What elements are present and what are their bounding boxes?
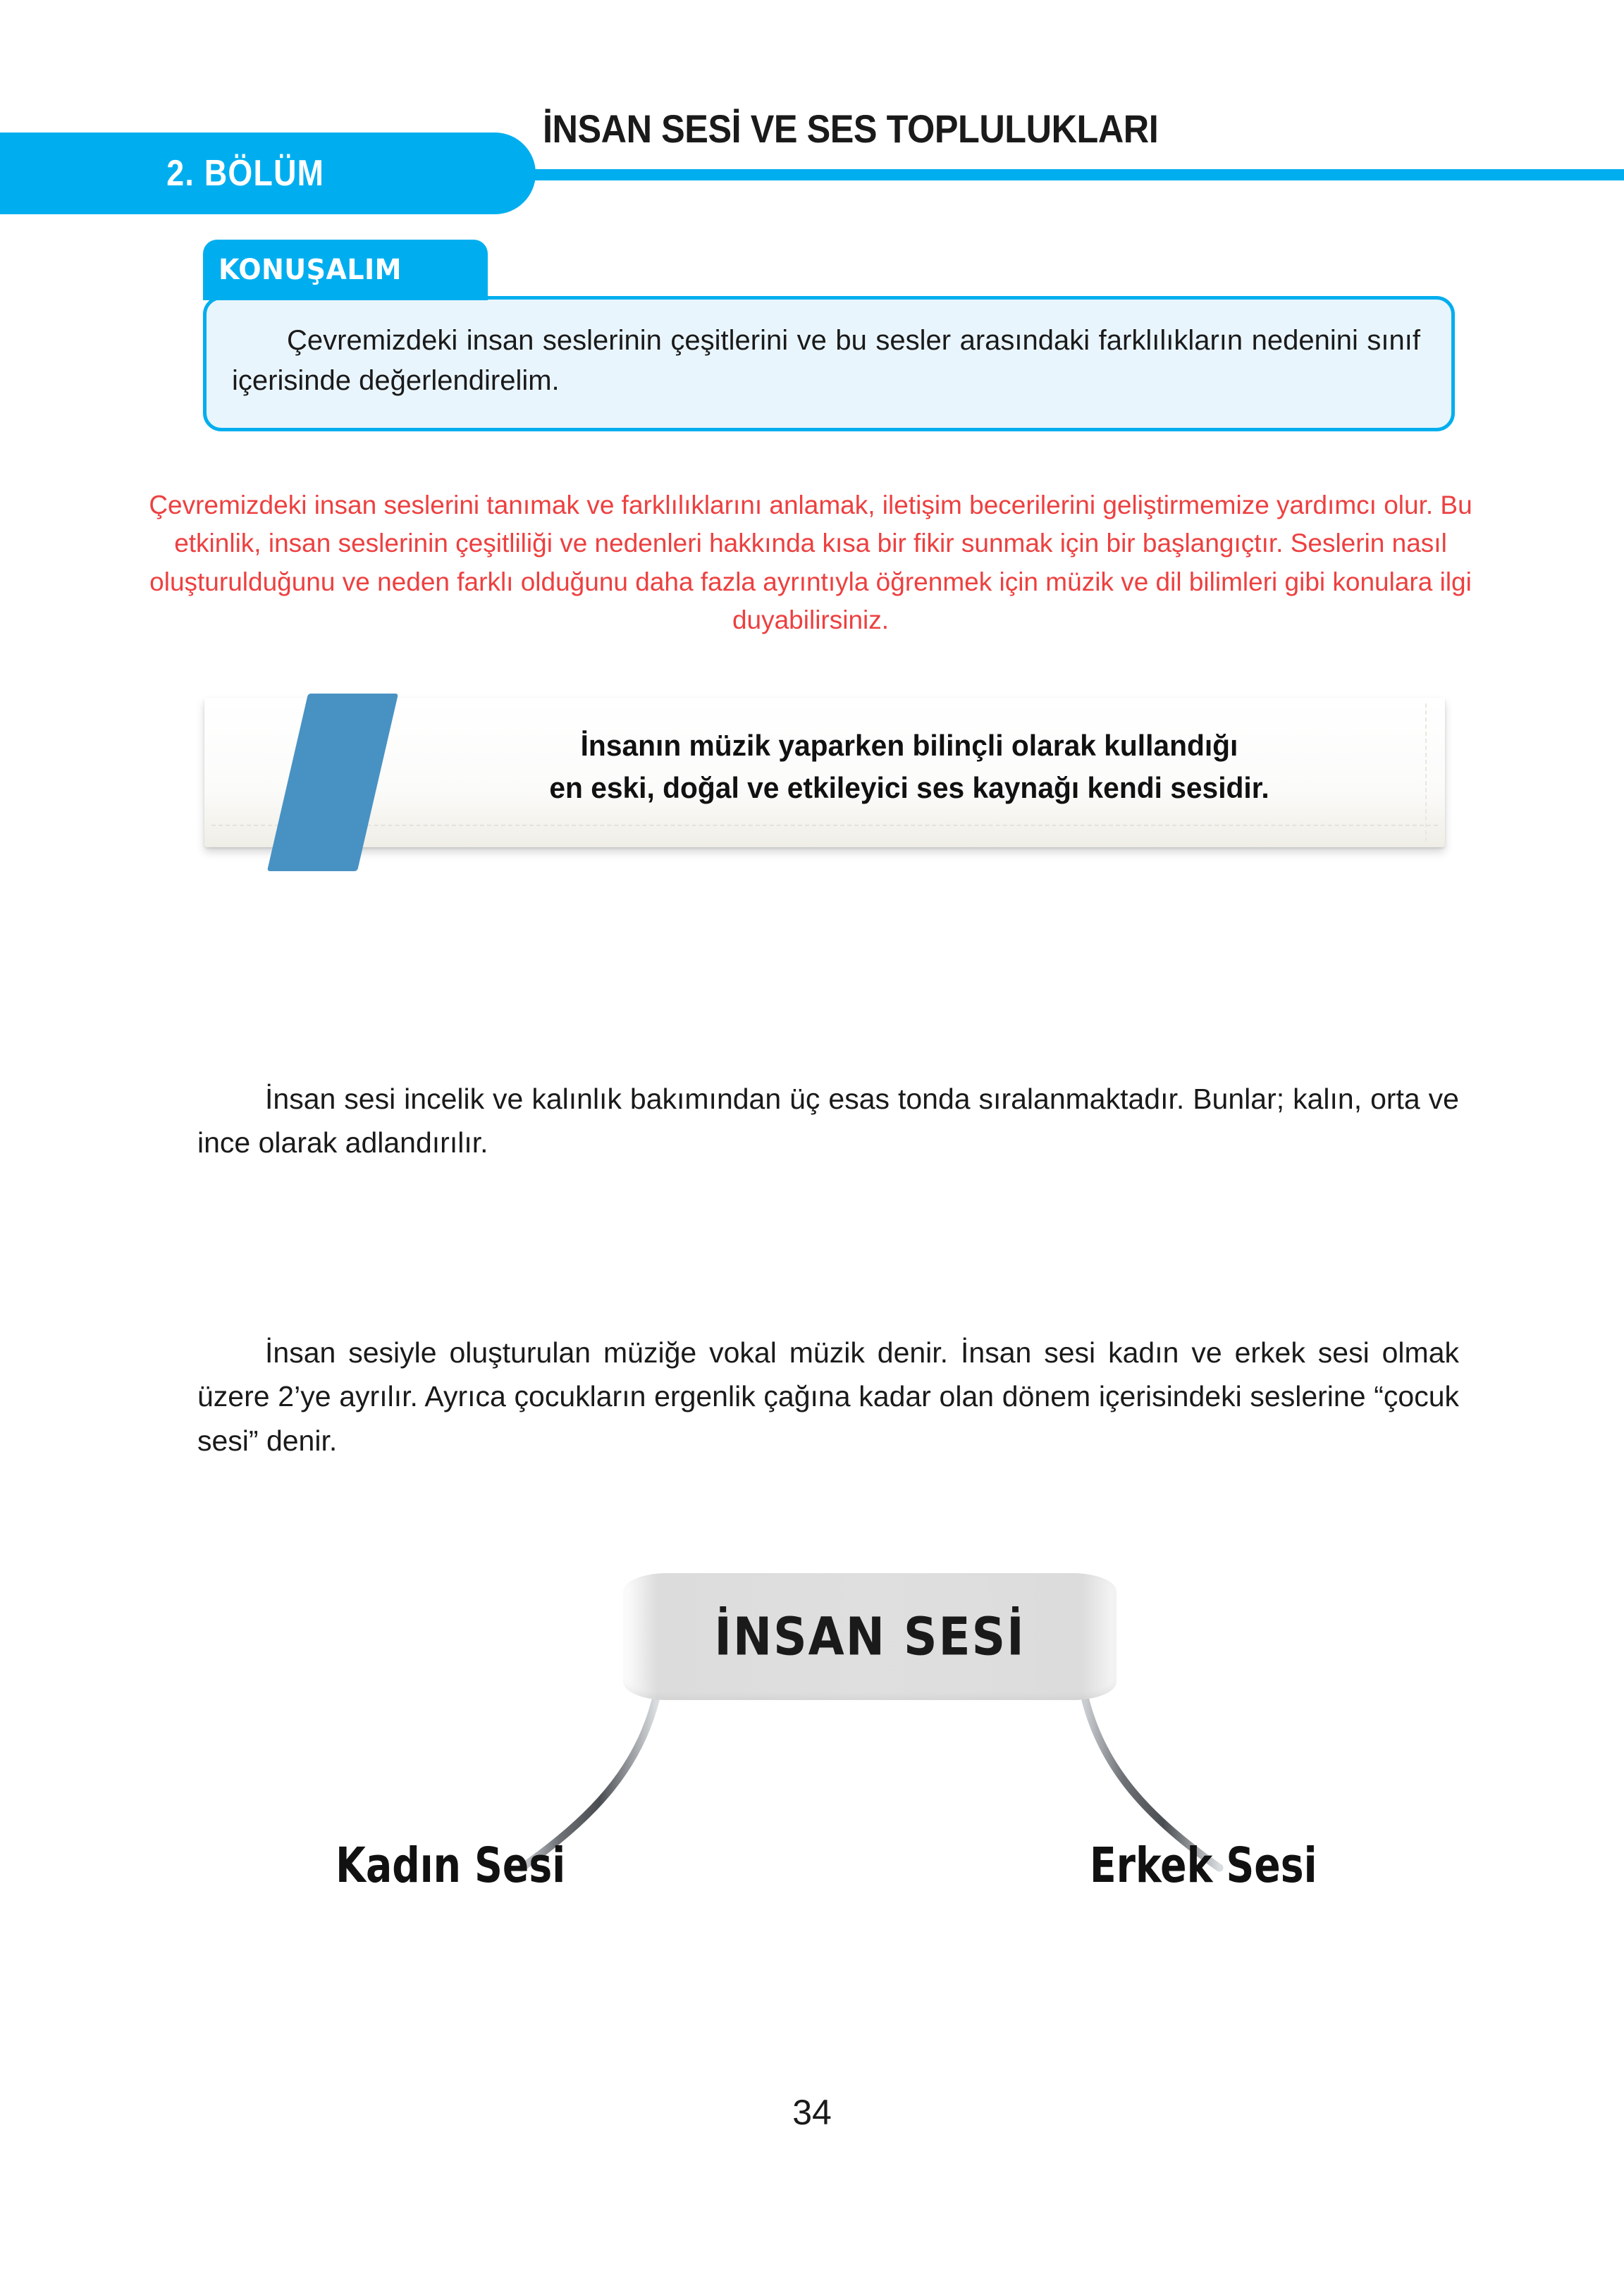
diagram-root-node	[623, 1573, 1116, 1700]
konusalim-text: Çevremizdeki insan seslerinin çeşitlerini ve bu sesler arasındaki farklılıkların nedenini sınıf içerisinde değerlendirelim.	[232, 325, 1420, 396]
red-note-paragraph: Çevremizdeki insan seslerini tanımak ve farklılıklarını anlamak, iletişim becerilerini geliştirmemize yardımcı olur. Bu etkinlik, insan seslerinin çeşitliliği ve nedenleri hakkında kısa bir fikir sunmak için bir başlangıçtır. Seslerin nasıl oluşturulduğunu ve neden farklı olduğunu daha fazla ayrıntıyla öğrenmek için müzik ve dil bilimleri gibi konulara ilgi duyabilirsiniz.	[149, 491, 1472, 635]
page-title: İNSAN SESİ VE SES TOPLULUKLARI	[543, 106, 1159, 151]
body-paragraph-1: İnsan sesi incelik ve kalınlık bakımından üç esas tonda sıralanmaktadır. Bunlar; kalın, orta ve ince olarak adlandırılır.	[197, 1083, 1459, 1159]
diagram-branch-label-erkek: Erkek Sesi	[1090, 1837, 1317, 1894]
banner-text-line-2: en eski, doğal ve etkileyici ses kaynağı kendi sesidir.	[549, 770, 1269, 804]
chapter-tab-label: 2. BÖLÜM	[166, 153, 324, 194]
diagram-root-label: İNSAN SESİ	[714, 1606, 1026, 1668]
body-paragraph-2: İnsan sesiyle oluşturulan müziğe vokal müzik denir. İnsan sesi kadın ve erkek sesi olmak üzere 2’ye ayrılır. Ayrıca çocukların ergenlik çağına kadar olan dönem içerisindeki seslerine “çocuk sesi” denir.	[197, 1336, 1459, 1457]
konusalim-tab	[203, 240, 488, 300]
insan-sesi-diagram	[0, 1537, 1624, 2072]
konusalim-body	[203, 296, 1455, 431]
header-accent-rule	[533, 169, 1624, 180]
banner-text-line-1: İnsanın müzik yaparken bilinçli olarak kullandığı	[580, 729, 1238, 762]
konusalim-tab-label: KONUŞALIM	[219, 254, 402, 286]
banner-text	[431, 725, 1388, 808]
diagram-branch-label-kadin: Kadın Sesi	[336, 1837, 566, 1894]
chapter-tab	[0, 133, 536, 214]
page-number: 34	[792, 2093, 832, 2132]
quote-banner	[204, 698, 1445, 847]
